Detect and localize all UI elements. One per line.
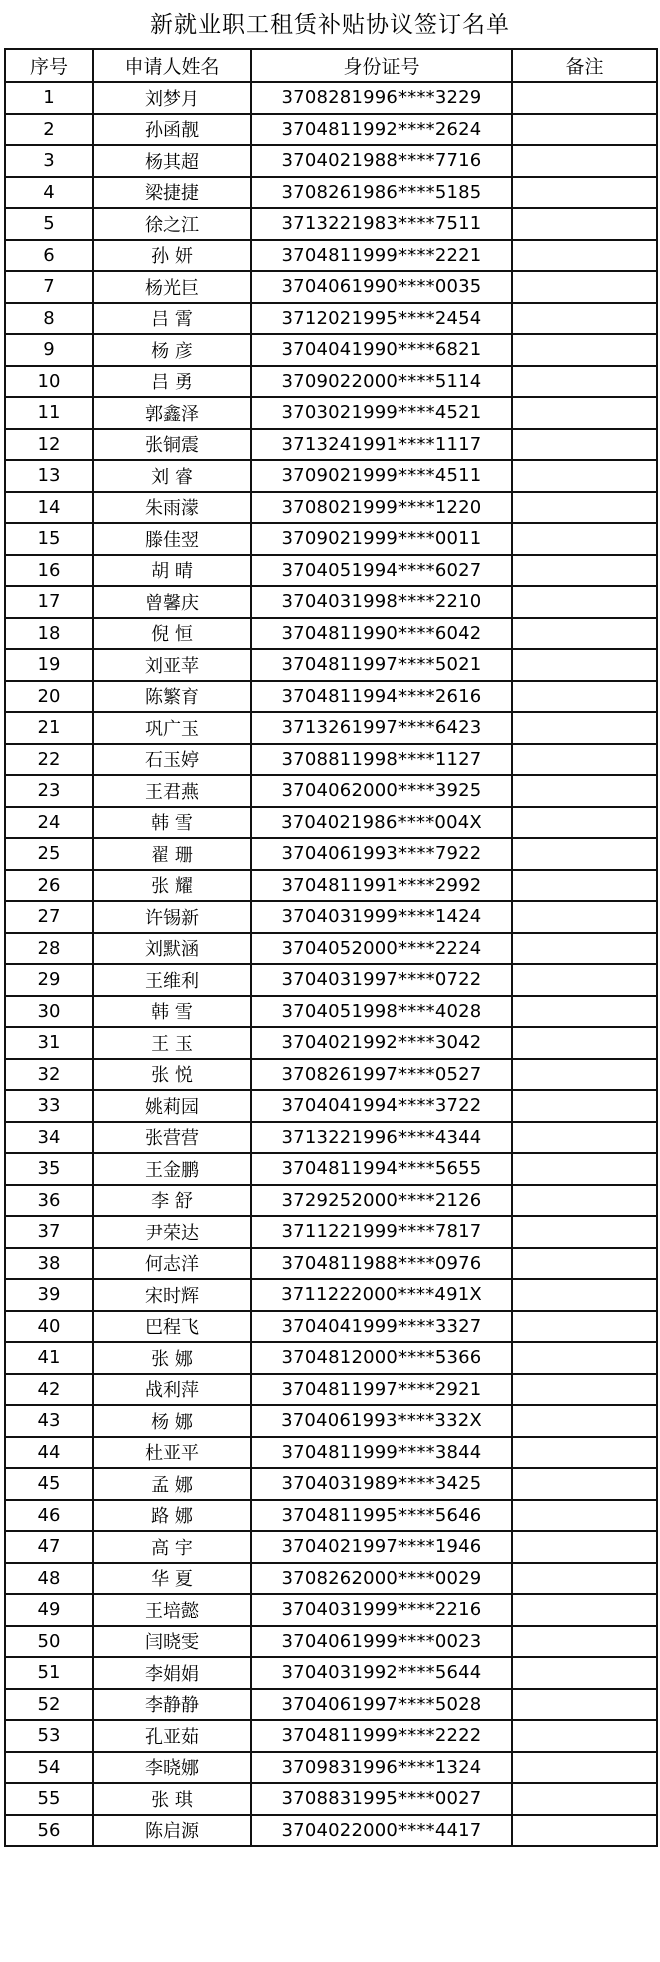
table-row (5, 1689, 657, 1721)
id-number-cell: 3704811991****2992 (251, 870, 512, 902)
seq-cell: 27 (5, 901, 93, 933)
seq-cell: 25 (5, 838, 93, 870)
note-cell (512, 870, 657, 902)
name-cell: 张铜震 (93, 429, 251, 461)
table-row (5, 208, 657, 240)
note-cell (512, 649, 657, 681)
id-number-cell: 3704061990****0035 (251, 271, 512, 303)
note-cell (512, 523, 657, 555)
seq-cell: 43 (5, 1405, 93, 1437)
name-cell: 韩 雪 (93, 996, 251, 1028)
id-number-cell: 3704811994****5655 (251, 1153, 512, 1185)
id-number-cell: 3704051998****4028 (251, 996, 512, 1028)
seq-cell: 20 (5, 681, 93, 713)
header-note: 备注 (512, 49, 657, 82)
id-number-cell: 3709021999****4511 (251, 460, 512, 492)
table-header (5, 49, 657, 82)
table-row (5, 933, 657, 965)
table-row (5, 1342, 657, 1374)
id-number-cell: 3711221999****7817 (251, 1216, 512, 1248)
seq-cell: 17 (5, 586, 93, 618)
id-number-cell: 3708281996****3229 (251, 82, 512, 114)
seq-cell: 53 (5, 1720, 93, 1752)
note-cell (512, 1122, 657, 1154)
id-number-cell: 3704811994****2616 (251, 681, 512, 713)
table-row (5, 397, 657, 429)
id-number-cell: 3704031999****1424 (251, 901, 512, 933)
seq-cell: 19 (5, 649, 93, 681)
table-row (5, 807, 657, 839)
id-number-cell: 3708831995****0027 (251, 1783, 512, 1815)
name-cell: 张 悦 (93, 1059, 251, 1091)
note-cell (512, 208, 657, 240)
header-name: 申请人姓名 (93, 49, 251, 82)
note-cell (512, 397, 657, 429)
id-number-cell: 3711222000****491X (251, 1279, 512, 1311)
note-cell (512, 1405, 657, 1437)
table-row (5, 145, 657, 177)
roster-table (4, 48, 658, 1847)
id-number-cell: 3704021997****1946 (251, 1531, 512, 1563)
name-cell: 孔亚茹 (93, 1720, 251, 1752)
seq-cell: 23 (5, 775, 93, 807)
note-cell (512, 775, 657, 807)
id-number-cell: 3704061993****7922 (251, 838, 512, 870)
name-cell: 梁捷捷 (93, 177, 251, 209)
table-row (5, 177, 657, 209)
note-cell (512, 82, 657, 114)
table-row (5, 1752, 657, 1784)
seq-cell: 51 (5, 1657, 93, 1689)
table-row (5, 1563, 657, 1595)
name-cell: 李静静 (93, 1689, 251, 1721)
table-row (5, 838, 657, 870)
seq-cell: 2 (5, 114, 93, 146)
table-row (5, 303, 657, 335)
id-number-cell: 3713221996****4344 (251, 1122, 512, 1154)
id-number-cell: 3704811999****3844 (251, 1437, 512, 1469)
table-row (5, 1248, 657, 1280)
name-cell: 杜亚平 (93, 1437, 251, 1469)
table-row (5, 1216, 657, 1248)
name-cell: 巴程飞 (93, 1311, 251, 1343)
id-number-cell: 3704811988****0976 (251, 1248, 512, 1280)
note-cell (512, 303, 657, 335)
seq-cell: 11 (5, 397, 93, 429)
id-number-cell: 3704811995****5646 (251, 1500, 512, 1532)
id-number-cell: 3708262000****0029 (251, 1563, 512, 1595)
table-row (5, 1122, 657, 1154)
table-body (5, 82, 657, 1846)
seq-cell: 22 (5, 744, 93, 776)
name-cell: 刘亚苹 (93, 649, 251, 681)
seq-cell: 16 (5, 555, 93, 587)
table-row (5, 775, 657, 807)
name-cell: 石玉婷 (93, 744, 251, 776)
note-cell (512, 1815, 657, 1847)
id-number-cell: 3704021992****3042 (251, 1027, 512, 1059)
table-row (5, 1374, 657, 1406)
id-number-cell: 3704031999****2216 (251, 1594, 512, 1626)
seq-cell: 30 (5, 996, 93, 1028)
note-cell (512, 1374, 657, 1406)
seq-cell: 12 (5, 429, 93, 461)
header-row (5, 49, 657, 82)
table-row (5, 366, 657, 398)
note-cell (512, 1626, 657, 1658)
name-cell: 王培懿 (93, 1594, 251, 1626)
seq-cell: 31 (5, 1027, 93, 1059)
note-cell (512, 933, 657, 965)
name-cell: 倪 恒 (93, 618, 251, 650)
note-cell (512, 460, 657, 492)
name-cell: 曾馨庆 (93, 586, 251, 618)
note-cell (512, 114, 657, 146)
note-cell (512, 555, 657, 587)
id-number-cell: 3708021999****1220 (251, 492, 512, 524)
table-row (5, 334, 657, 366)
name-cell: 杨光巨 (93, 271, 251, 303)
name-cell: 杨 娜 (93, 1405, 251, 1437)
seq-cell: 18 (5, 618, 93, 650)
seq-cell: 13 (5, 460, 93, 492)
note-cell (512, 996, 657, 1028)
note-cell (512, 1563, 657, 1595)
id-number-cell: 3704052000****2224 (251, 933, 512, 965)
table-row (5, 1468, 657, 1500)
seq-cell: 5 (5, 208, 93, 240)
note-cell (512, 334, 657, 366)
name-cell: 何志洋 (93, 1248, 251, 1280)
table-row (5, 82, 657, 114)
name-cell: 闫晓雯 (93, 1626, 251, 1658)
name-cell: 高 宇 (93, 1531, 251, 1563)
id-number-cell: 3713221983****7511 (251, 208, 512, 240)
id-number-cell: 3704041990****6821 (251, 334, 512, 366)
id-number-cell: 3704051994****6027 (251, 555, 512, 587)
header-seq: 序号 (5, 49, 93, 82)
seq-cell: 33 (5, 1090, 93, 1122)
table-row (5, 429, 657, 461)
table-row (5, 240, 657, 272)
table-row (5, 1531, 657, 1563)
table-row (5, 1027, 657, 1059)
note-cell (512, 1657, 657, 1689)
table-row (5, 1405, 657, 1437)
id-number-cell: 3709022000****5114 (251, 366, 512, 398)
table-row (5, 712, 657, 744)
id-number-cell: 3708811998****1127 (251, 744, 512, 776)
table-row (5, 523, 657, 555)
table-row (5, 744, 657, 776)
table-row (5, 586, 657, 618)
name-cell: 李娟娟 (93, 1657, 251, 1689)
name-cell: 孙 妍 (93, 240, 251, 272)
note-cell (512, 1720, 657, 1752)
id-number-cell: 3704811999****2221 (251, 240, 512, 272)
id-number-cell: 3704031998****2210 (251, 586, 512, 618)
header-id: 身份证号 (251, 49, 512, 82)
table-row (5, 618, 657, 650)
seq-cell: 47 (5, 1531, 93, 1563)
table-row (5, 1185, 657, 1217)
name-cell: 杨 彦 (93, 334, 251, 366)
note-cell (512, 429, 657, 461)
name-cell: 徐之江 (93, 208, 251, 240)
table-row (5, 649, 657, 681)
seq-cell: 38 (5, 1248, 93, 1280)
note-cell (512, 807, 657, 839)
note-cell (512, 618, 657, 650)
id-number-cell: 3703021999****4521 (251, 397, 512, 429)
table-row (5, 555, 657, 587)
name-cell: 姚莉园 (93, 1090, 251, 1122)
seq-cell: 48 (5, 1563, 93, 1595)
table-row (5, 1720, 657, 1752)
name-cell: 翟 珊 (93, 838, 251, 870)
table-row (5, 1626, 657, 1658)
id-number-cell: 3712021995****2454 (251, 303, 512, 335)
seq-cell: 10 (5, 366, 93, 398)
note-cell (512, 1689, 657, 1721)
seq-cell: 34 (5, 1122, 93, 1154)
seq-cell: 36 (5, 1185, 93, 1217)
name-cell: 张 娜 (93, 1342, 251, 1374)
name-cell: 王维利 (93, 964, 251, 996)
id-number-cell: 3704811997****5021 (251, 649, 512, 681)
table-row (5, 1783, 657, 1815)
name-cell: 刘默涵 (93, 933, 251, 965)
note-cell (512, 1248, 657, 1280)
seq-cell: 49 (5, 1594, 93, 1626)
id-number-cell: 3704041999****3327 (251, 1311, 512, 1343)
name-cell: 许锡新 (93, 901, 251, 933)
seq-cell: 14 (5, 492, 93, 524)
name-cell: 胡 晴 (93, 555, 251, 587)
note-cell (512, 1783, 657, 1815)
note-cell (512, 901, 657, 933)
table-row (5, 460, 657, 492)
id-number-cell: 3729252000****2126 (251, 1185, 512, 1217)
name-cell: 路 娜 (93, 1500, 251, 1532)
note-cell (512, 1468, 657, 1500)
name-cell: 陈启源 (93, 1815, 251, 1847)
note-cell (512, 964, 657, 996)
seq-cell: 4 (5, 177, 93, 209)
note-cell (512, 586, 657, 618)
table-row (5, 1657, 657, 1689)
id-number-cell: 3704021986****004X (251, 807, 512, 839)
seq-cell: 54 (5, 1752, 93, 1784)
seq-cell: 41 (5, 1342, 93, 1374)
seq-cell: 8 (5, 303, 93, 335)
table-row (5, 1153, 657, 1185)
note-cell (512, 240, 657, 272)
seq-cell: 55 (5, 1783, 93, 1815)
table-row (5, 964, 657, 996)
seq-cell: 28 (5, 933, 93, 965)
seq-cell: 45 (5, 1468, 93, 1500)
name-cell: 王金鹏 (93, 1153, 251, 1185)
name-cell: 陈繁育 (93, 681, 251, 713)
id-number-cell: 3704811992****2624 (251, 114, 512, 146)
note-cell (512, 1153, 657, 1185)
table-row (5, 996, 657, 1028)
name-cell: 孟 娜 (93, 1468, 251, 1500)
seq-cell: 46 (5, 1500, 93, 1532)
note-cell (512, 366, 657, 398)
note-cell (512, 838, 657, 870)
name-cell: 李 舒 (93, 1185, 251, 1217)
seq-cell: 39 (5, 1279, 93, 1311)
name-cell: 尹荣达 (93, 1216, 251, 1248)
seq-cell: 3 (5, 145, 93, 177)
name-cell: 李晓娜 (93, 1752, 251, 1784)
table-row (5, 114, 657, 146)
table-row (5, 901, 657, 933)
note-cell (512, 177, 657, 209)
name-cell: 张 耀 (93, 870, 251, 902)
id-number-cell: 3704031989****3425 (251, 1468, 512, 1500)
id-number-cell: 3709021999****0011 (251, 523, 512, 555)
seq-cell: 32 (5, 1059, 93, 1091)
note-cell (512, 1752, 657, 1784)
table-row (5, 1279, 657, 1311)
table-row (5, 271, 657, 303)
table-row (5, 1500, 657, 1532)
name-cell: 王君燕 (93, 775, 251, 807)
table-row (5, 1311, 657, 1343)
id-number-cell: 3704031992****5644 (251, 1657, 512, 1689)
name-cell: 张营营 (93, 1122, 251, 1154)
name-cell: 刘 睿 (93, 460, 251, 492)
note-cell (512, 145, 657, 177)
name-cell: 宋时辉 (93, 1279, 251, 1311)
seq-cell: 56 (5, 1815, 93, 1847)
id-number-cell: 3709831996****1324 (251, 1752, 512, 1784)
id-number-cell: 3704811997****2921 (251, 1374, 512, 1406)
note-cell (512, 1185, 657, 1217)
table-row (5, 1594, 657, 1626)
table-row (5, 870, 657, 902)
seq-cell: 9 (5, 334, 93, 366)
id-number-cell: 3704061997****5028 (251, 1689, 512, 1721)
seq-cell: 37 (5, 1216, 93, 1248)
id-number-cell: 3704812000****5366 (251, 1342, 512, 1374)
id-number-cell: 3704062000****3925 (251, 775, 512, 807)
seq-cell: 52 (5, 1689, 93, 1721)
note-cell (512, 1437, 657, 1469)
id-number-cell: 3704061999****0023 (251, 1626, 512, 1658)
note-cell (512, 712, 657, 744)
table-row (5, 1437, 657, 1469)
id-number-cell: 3704021988****7716 (251, 145, 512, 177)
id-number-cell: 3713261997****6423 (251, 712, 512, 744)
seq-cell: 26 (5, 870, 93, 902)
document-title: 新就业职工租赁补贴协议签订名单 (150, 12, 510, 38)
seq-cell: 44 (5, 1437, 93, 1469)
note-cell (512, 1500, 657, 1532)
note-cell (512, 1027, 657, 1059)
table-row (5, 681, 657, 713)
note-cell (512, 744, 657, 776)
name-cell: 韩 雪 (93, 807, 251, 839)
note-cell (512, 1342, 657, 1374)
name-cell: 张 琪 (93, 1783, 251, 1815)
id-number-cell: 3713241991****1117 (251, 429, 512, 461)
note-cell (512, 1594, 657, 1626)
id-number-cell: 3704022000****4417 (251, 1815, 512, 1847)
table-row (5, 1059, 657, 1091)
seq-cell: 24 (5, 807, 93, 839)
name-cell: 朱雨濛 (93, 492, 251, 524)
table-row (5, 1815, 657, 1847)
note-cell (512, 1311, 657, 1343)
note-cell (512, 681, 657, 713)
seq-cell: 21 (5, 712, 93, 744)
table-row (5, 1090, 657, 1122)
name-cell: 吕 霄 (93, 303, 251, 335)
name-cell: 巩广玉 (93, 712, 251, 744)
note-cell (512, 1216, 657, 1248)
seq-cell: 40 (5, 1311, 93, 1343)
seq-cell: 1 (5, 82, 93, 114)
table-row (5, 492, 657, 524)
note-cell (512, 1279, 657, 1311)
seq-cell: 35 (5, 1153, 93, 1185)
id-number-cell: 3704811990****6042 (251, 618, 512, 650)
note-cell (512, 1090, 657, 1122)
name-cell: 王 玉 (93, 1027, 251, 1059)
id-number-cell: 3704031997****0722 (251, 964, 512, 996)
seq-cell: 7 (5, 271, 93, 303)
name-cell: 吕 勇 (93, 366, 251, 398)
seq-cell: 50 (5, 1626, 93, 1658)
name-cell: 杨其超 (93, 145, 251, 177)
name-cell: 孙函靓 (93, 114, 251, 146)
seq-cell: 42 (5, 1374, 93, 1406)
name-cell: 刘梦月 (93, 82, 251, 114)
id-number-cell: 3704811999****2222 (251, 1720, 512, 1752)
note-cell (512, 1531, 657, 1563)
name-cell: 滕佳翌 (93, 523, 251, 555)
note-cell (512, 271, 657, 303)
id-number-cell: 3704041994****3722 (251, 1090, 512, 1122)
id-number-cell: 3708261986****5185 (251, 177, 512, 209)
note-cell (512, 492, 657, 524)
id-number-cell: 3708261997****0527 (251, 1059, 512, 1091)
name-cell: 战利萍 (93, 1374, 251, 1406)
id-number-cell: 3704061993****332X (251, 1405, 512, 1437)
seq-cell: 29 (5, 964, 93, 996)
seq-cell: 6 (5, 240, 93, 272)
seq-cell: 15 (5, 523, 93, 555)
name-cell: 郭鑫泽 (93, 397, 251, 429)
note-cell (512, 1059, 657, 1091)
name-cell: 华 夏 (93, 1563, 251, 1595)
